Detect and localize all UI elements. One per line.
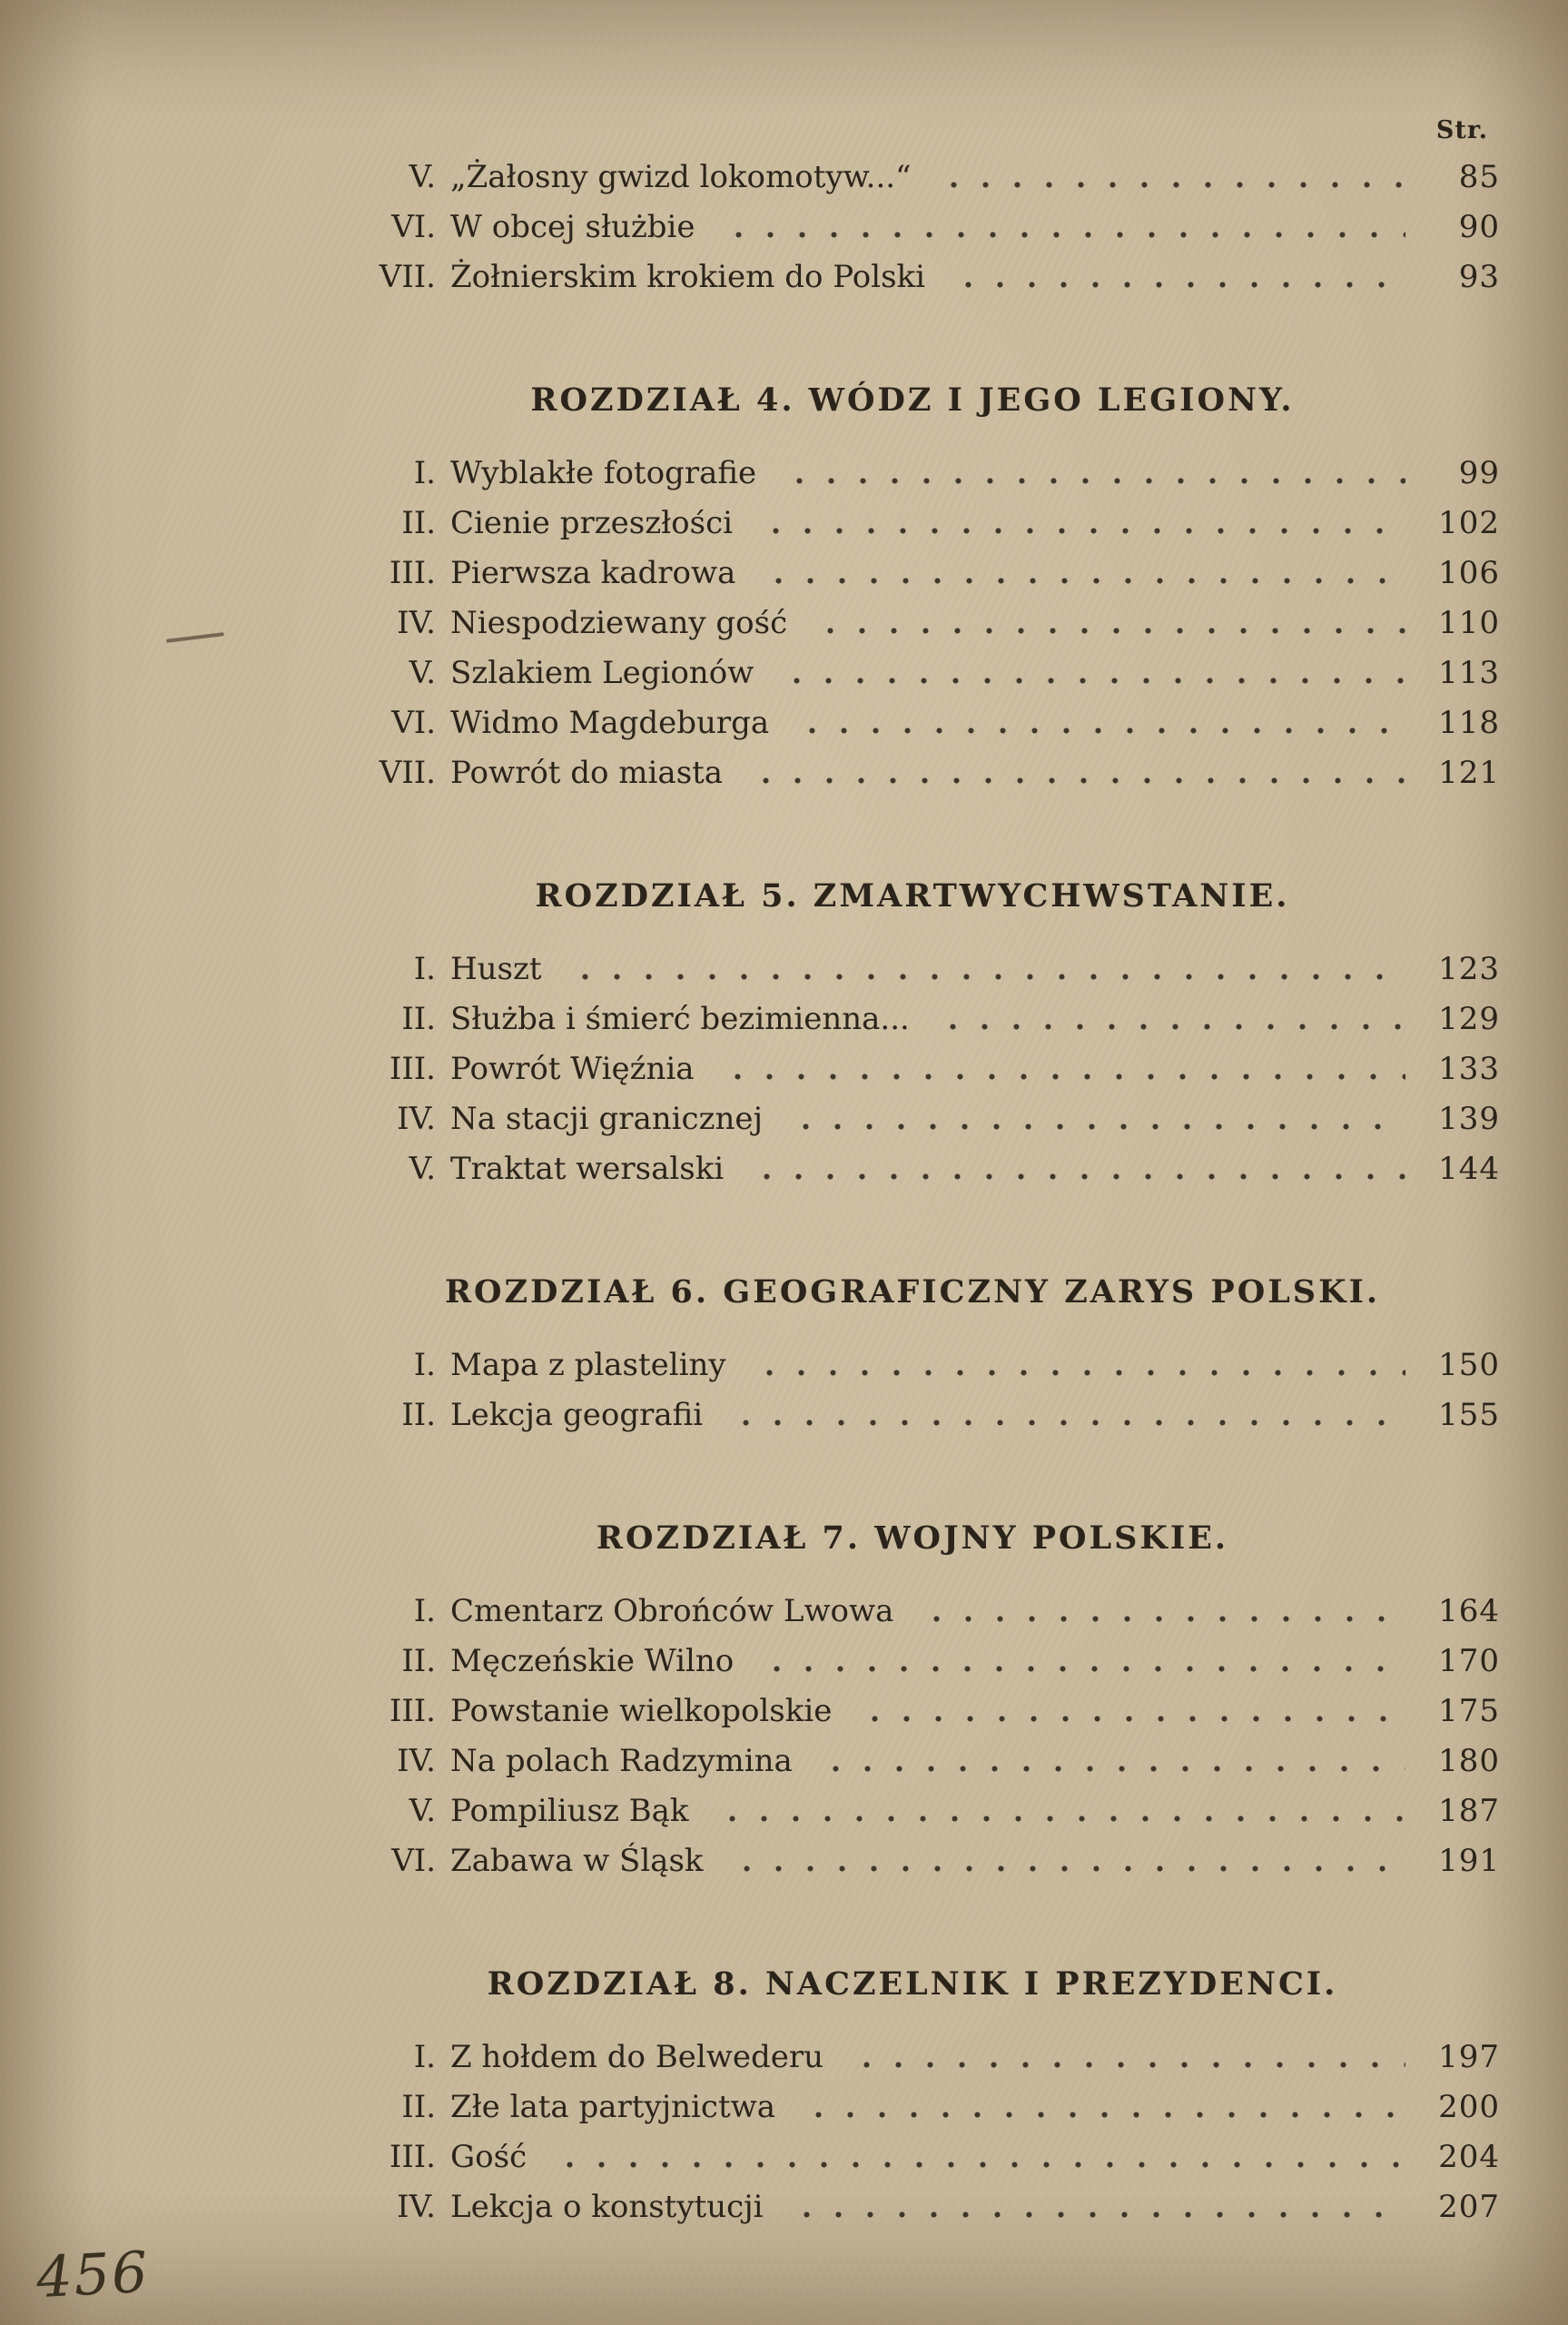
entry-title: Pompiliusz Bąk [450, 1793, 689, 1829]
entry-title: Złe lata partyjnictwa [450, 2089, 776, 2125]
entry-page-number: 85 [1458, 159, 1500, 195]
entry-title: Powstanie wielkopolskie [450, 1693, 833, 1729]
entry-roman-numeral: IV. [397, 1101, 436, 1137]
entry-roman-numeral: VII. [379, 755, 436, 791]
entry-title: Zabawa w Śląsk [450, 1843, 704, 1879]
entry-roman-numeral: III. [389, 2139, 436, 2175]
dot-leader [850, 1687, 1405, 1736]
entry-page-number: 93 [1458, 259, 1500, 295]
entry-page-number: 197 [1438, 2039, 1500, 2075]
dot-leader [714, 203, 1405, 252]
entry-page-number: 200 [1438, 2089, 1500, 2125]
entry-title: Gość [450, 2139, 528, 2175]
entry-roman-numeral: I. [413, 455, 436, 491]
toc-entry [325, 153, 1500, 203]
dot-leader [545, 2132, 1405, 2182]
dot-leader [794, 2083, 1405, 2132]
dot-leader [787, 698, 1405, 748]
toc-entry [325, 599, 1500, 648]
toc-section [325, 1959, 1500, 2232]
chapter-heading: ROZDZIAŁ 5. ZMARTWYCHWSTANIE. [535, 877, 1290, 915]
entry-roman-numeral: II. [401, 2089, 436, 2125]
entry-roman-numeral: II. [401, 1001, 436, 1037]
toc-entry [325, 1587, 1500, 1637]
dot-leader [928, 994, 1405, 1044]
chapter-heading: ROZDZIAŁ 7. WOJNY POLSKIE. [596, 1519, 1229, 1557]
entry-title: Powrót Więźnia [450, 1051, 695, 1087]
entry-page-number: 121 [1438, 755, 1500, 791]
toc-entry [325, 1786, 1500, 1836]
pencil-stray-mark [166, 632, 224, 643]
entry-title: Na stacji granicznej [450, 1101, 764, 1137]
entry-page-number: 90 [1458, 209, 1500, 245]
toc-entry [325, 2083, 1500, 2132]
entry-page-number: 191 [1438, 1843, 1500, 1879]
toc-entry [325, 945, 1500, 994]
toc-entry [325, 449, 1500, 499]
dot-leader [772, 648, 1405, 698]
entry-page-number: 106 [1438, 555, 1500, 591]
entry-roman-numeral: V. [409, 655, 436, 691]
entry-title: Lekcja geografii [450, 1397, 704, 1433]
toc-entry [325, 1044, 1500, 1094]
dot-leader [912, 1587, 1405, 1637]
chapter-heading: ROZDZIAŁ 4. WÓDZ I JEGO LEGIONY. [530, 381, 1295, 419]
toc-section [325, 375, 1500, 798]
entry-roman-numeral: III. [389, 1693, 436, 1729]
dot-leader [943, 252, 1405, 302]
entry-title: Z hołdem do Belwederu [450, 2039, 824, 2075]
entry-page-number: 155 [1438, 1397, 1500, 1433]
entry-title: Huszt [450, 951, 542, 987]
entry-page-number: 99 [1458, 455, 1500, 491]
handwritten-page-number: 456 [35, 2238, 152, 2311]
entry-page-number: 150 [1438, 1347, 1500, 1383]
toc-entry [325, 203, 1500, 252]
entry-page-number: 180 [1438, 1743, 1500, 1779]
entry-page-number: 110 [1438, 605, 1500, 641]
dot-leader [752, 1637, 1405, 1687]
entry-page-number: 113 [1438, 655, 1500, 691]
toc-entry [325, 1094, 1500, 1144]
dot-leader [742, 1144, 1405, 1194]
entry-page-number: 170 [1438, 1643, 1500, 1679]
toc-section [325, 153, 1500, 302]
entry-roman-numeral: I. [413, 1347, 436, 1383]
entry-title: W obcej służbie [450, 209, 695, 245]
chapter-heading: ROZDZIAŁ 6. GEOGRAFICZNY ZARYS POLSKI. [444, 1273, 1381, 1311]
toc-entry [325, 994, 1500, 1044]
entry-page-number: 123 [1438, 951, 1500, 987]
entry-title: Pierwsza kadrowa [450, 555, 736, 591]
entry-roman-numeral: VI. [391, 705, 436, 741]
entry-title: Służba i śmierć bezimienna... [450, 1001, 910, 1037]
dot-leader [713, 1044, 1405, 1094]
dot-leader [751, 499, 1405, 549]
dot-leader [811, 1736, 1405, 1786]
entry-roman-numeral: II. [401, 1397, 436, 1433]
entry-title: Powrót do miasta [450, 755, 724, 791]
entry-page-number: 204 [1438, 2139, 1500, 2175]
entry-roman-numeral: VII. [379, 259, 436, 295]
entry-roman-numeral: II. [401, 1643, 436, 1679]
entry-roman-numeral: V. [409, 159, 436, 195]
entry-page-number: 187 [1438, 1793, 1500, 1829]
toc-entry [325, 2033, 1500, 2083]
dot-leader [774, 449, 1405, 499]
dot-leader [842, 2033, 1405, 2083]
entry-roman-numeral: IV. [397, 2189, 436, 2225]
toc-entry [325, 2132, 1500, 2182]
entry-roman-numeral: II. [401, 505, 436, 541]
toc-entry [325, 2182, 1500, 2232]
toc-entry [325, 1637, 1500, 1687]
toc-entry [325, 748, 1500, 798]
entry-title: Mapa z plasteliny [450, 1347, 726, 1383]
entry-page-number: 144 [1438, 1151, 1500, 1187]
entry-title: „Żałosny gwizd lokomotyw...“ [450, 159, 912, 195]
toc-section [325, 1267, 1500, 1440]
entry-title: Traktat wersalski [450, 1151, 725, 1187]
toc-entry [325, 1390, 1500, 1440]
chapter-heading: ROZDZIAŁ 8. NACZELNIK I PREZYDENCI. [487, 1965, 1338, 2003]
entry-title: Na polach Radzymina [450, 1743, 793, 1779]
toc-entry [325, 252, 1500, 302]
dot-leader [929, 153, 1405, 203]
entry-page-number: 175 [1438, 1693, 1500, 1729]
table-of-contents [325, 153, 1500, 2232]
entry-page-number: 139 [1438, 1101, 1500, 1137]
dot-leader [781, 1094, 1405, 1144]
entry-roman-numeral: III. [389, 555, 436, 591]
entry-page-number: 118 [1438, 705, 1500, 741]
toc-entry [325, 1687, 1500, 1736]
entry-title: Widmo Magdeburga [450, 705, 770, 741]
dot-leader [707, 1786, 1405, 1836]
entry-title: Lekcja o konstytucji [450, 2189, 764, 2225]
entry-roman-numeral: III. [389, 1051, 436, 1087]
entry-roman-numeral: VI. [391, 209, 436, 245]
entry-page-number: 133 [1438, 1051, 1500, 1087]
entry-title: Szlakiem Legionów [450, 655, 754, 691]
entry-page-number: 102 [1438, 505, 1500, 541]
dot-leader [722, 1836, 1405, 1886]
entry-title: Niespodziewany gość [450, 605, 788, 641]
toc-entry [325, 1836, 1500, 1886]
entry-title: Wyblakłe fotografie [450, 455, 757, 491]
entry-title: Żołnierskim krokiem do Polski [450, 259, 926, 295]
entry-page-number: 207 [1438, 2189, 1500, 2225]
toc-entry [325, 1341, 1500, 1390]
entry-roman-numeral: I. [413, 1593, 436, 1629]
entry-roman-numeral: I. [413, 951, 436, 987]
entry-page-number: 129 [1438, 1001, 1500, 1037]
entry-roman-numeral: IV. [397, 1743, 436, 1779]
dot-leader [741, 748, 1405, 798]
toc-entry [325, 1736, 1500, 1786]
toc-entry [325, 698, 1500, 748]
dot-leader [782, 2182, 1405, 2232]
dot-leader [805, 599, 1405, 648]
entry-roman-numeral: I. [413, 2039, 436, 2075]
toc-entry [325, 549, 1500, 599]
entry-title: Męczeńskie Wilno [450, 1643, 735, 1679]
dot-leader [721, 1390, 1405, 1440]
entry-title: Cienie przeszłości [450, 505, 733, 541]
toc-section [325, 1513, 1500, 1886]
toc-entry [325, 648, 1500, 698]
page-column-header: Str. [1435, 116, 1488, 144]
entry-page-number: 164 [1438, 1593, 1500, 1629]
dot-leader [745, 1341, 1405, 1390]
toc-entry [325, 1144, 1500, 1194]
entry-roman-numeral: IV. [397, 605, 436, 641]
toc-entry [325, 499, 1500, 549]
entry-roman-numeral: V. [409, 1793, 436, 1829]
entry-roman-numeral: VI. [391, 1843, 436, 1879]
dot-leader [560, 945, 1405, 994]
entry-title: Cmentarz Obrońców Lwowa [450, 1593, 894, 1629]
toc-section [325, 871, 1500, 1194]
entry-roman-numeral: V. [409, 1151, 436, 1187]
dot-leader [754, 549, 1405, 599]
